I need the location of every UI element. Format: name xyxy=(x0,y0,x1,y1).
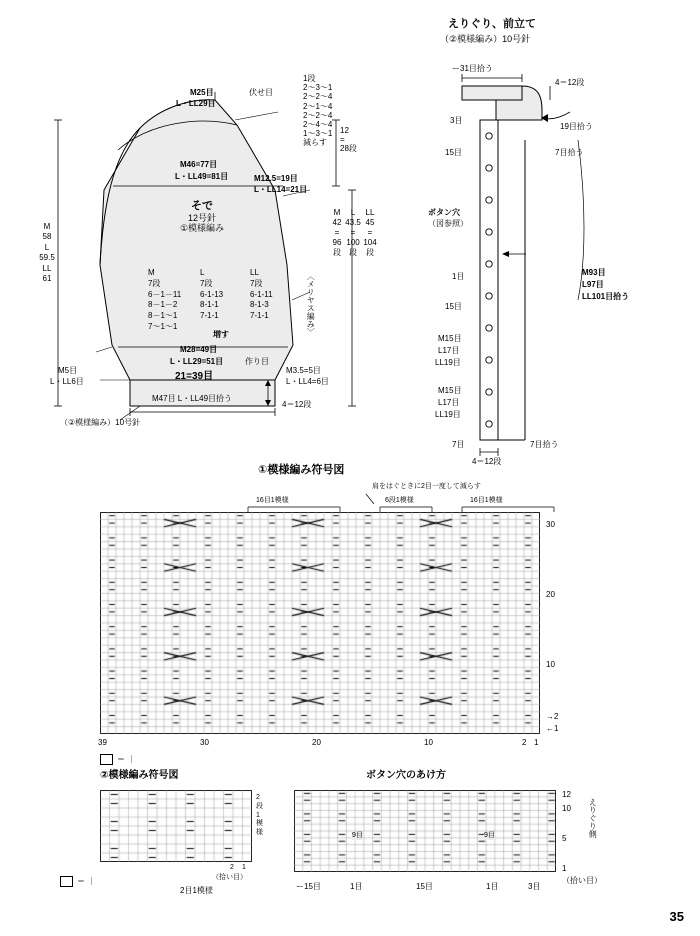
dec-h-1: L xyxy=(200,268,205,277)
c1-rl-1: ←1 xyxy=(546,724,559,733)
sleeve-m35-label: M3.5=5目 xyxy=(286,366,321,375)
c1-bl-10: 10 xyxy=(424,738,433,747)
rm-9: 96 xyxy=(332,238,342,247)
buttonhole-side-note: えりぐり側 xyxy=(588,798,598,838)
sleeve-m25-label: M25目 xyxy=(190,88,214,97)
rm-13: 段 xyxy=(349,248,357,257)
sleeve-left-measure xyxy=(38,222,56,284)
lm-3: 59.5 xyxy=(39,253,55,263)
neck-15me-mid-label: 15目 xyxy=(445,302,462,311)
sleeve-lll6-label: L・LL6目 xyxy=(50,377,84,386)
chart2-symbols xyxy=(100,790,252,862)
chart1-note-16left: 16目1模様 xyxy=(256,497,289,504)
chart1-key-text: ＝ ｜ xyxy=(117,755,136,764)
neck-pick7-label: 7目拾う xyxy=(555,148,584,157)
page-number: 35 xyxy=(669,909,684,924)
dec-r2-c0: 8－1－2 xyxy=(148,300,178,310)
neck-buttonhole-label-2: （図参照） xyxy=(428,219,468,228)
bh-bl-0: ー15目 xyxy=(296,882,321,891)
chart2-title: ②模様編み符号図 xyxy=(100,770,179,781)
chart1-note-6rows: 6段1模様 xyxy=(385,497,414,504)
neck-15me-top-label: 15目 xyxy=(445,148,462,157)
sleeve-diagram xyxy=(0,0,377,460)
cap-dec-4: 2～2～4 xyxy=(303,110,333,120)
c2-rl-1: 段 xyxy=(256,802,263,810)
neck-pick19-label: 19目拾う xyxy=(560,122,593,131)
sleeve-right-measure xyxy=(330,208,378,258)
cap-dec-6: 1～3～1 xyxy=(303,129,333,139)
chart2-right-labels xyxy=(256,794,263,838)
cap-dec-1: 2～3～1 xyxy=(303,83,333,93)
c1-rl-20: 20 xyxy=(546,590,555,599)
dec-r1-c0: 6－1－11 xyxy=(148,289,182,299)
lm-2: L xyxy=(44,242,50,252)
neck-subtitle: （②模様編み）10号針 xyxy=(440,34,531,44)
sleeve-side-note: 〈メリヤス編み〉 xyxy=(306,272,316,336)
buttonhole-symbols xyxy=(294,790,556,872)
c1-rl-30: 30 xyxy=(546,520,555,529)
bh-rl-pickup: （拾い目） xyxy=(562,876,602,885)
neck-group1-1: L17目 xyxy=(438,346,460,355)
rm-1: L xyxy=(350,208,356,217)
buttonhole-chart-block xyxy=(288,770,668,910)
sleeve-m46-label: M46=77目 xyxy=(180,160,218,169)
sleeve-lll14-label: L・LL14=21目 xyxy=(254,185,308,194)
neck-rows-4-12-label: 4＝12段 xyxy=(555,78,585,87)
chart1-title: ①模様編み符号図 xyxy=(258,464,345,476)
c2-bl-1: 1 xyxy=(242,864,246,871)
sleeve-bottom-note: （②模様編み）10号針 xyxy=(60,418,141,427)
bh-bl-4: 3目 xyxy=(528,882,541,891)
lm-0: M xyxy=(43,222,51,231)
rm-14: 段 xyxy=(366,248,374,257)
neck-pick31-label: ー31目拾う xyxy=(452,64,493,73)
sleeve-m125-label: M12.5=19目 xyxy=(254,174,298,183)
dec-r0-c0: 7段 xyxy=(148,278,161,288)
c1-rl-10: 10 xyxy=(546,660,555,669)
dec-r3-c2: 7-1-1 xyxy=(250,311,269,321)
cap-dec-3: 2～1～4 xyxy=(303,101,333,111)
chart2-block xyxy=(52,770,282,910)
sleeve-lll49-label: L・LL49=81目 xyxy=(175,172,229,181)
chart1-key xyxy=(100,754,135,765)
rm-2: LL xyxy=(365,208,375,217)
dec-r3-c0: 8－1～1 xyxy=(148,311,178,321)
rm-12: 段 xyxy=(333,248,341,257)
cap-height-28: 28段 xyxy=(340,144,357,154)
chart2-key-text: ＝ ｜ xyxy=(77,877,96,886)
cap-dec-7: 減らす xyxy=(303,138,327,148)
sleeve-m5-label: M5目 xyxy=(58,366,78,375)
neck-ll101-label: LL101目拾う xyxy=(582,292,630,301)
dec-r0-c2: 7段 xyxy=(250,278,263,288)
c2-rl-4: 様 xyxy=(256,829,263,836)
cap-dec-5: 2～4～4 xyxy=(303,119,333,129)
neck-pick7-bottom-label: 7目拾う xyxy=(530,440,559,449)
cap-height-12: 12 xyxy=(340,126,349,135)
sleeve-bindoff-label: 伏せ目 xyxy=(249,88,273,97)
neck-group1-2: LL19目 xyxy=(435,358,461,367)
bh-rl-12: 12 xyxy=(562,790,571,799)
lm-5: 61 xyxy=(42,273,52,283)
sleeve-cuff-width-label: 21=39目 xyxy=(175,371,214,382)
cap-dec-0: 1段 xyxy=(303,74,316,83)
chart2-key xyxy=(60,876,95,887)
sleeve-m47-label: M47目 L・LL49目拾う xyxy=(152,394,233,403)
bh-inner-9me-left: 9目 xyxy=(352,832,363,839)
c2-rl-2: 1 xyxy=(256,811,260,819)
neck-l97-label: L97目 xyxy=(582,280,604,289)
sleeve-m28-label: M28=49目 xyxy=(180,345,218,354)
dec-r2-c1: 8-1-1 xyxy=(200,300,219,310)
lm-4: LL xyxy=(42,263,52,273)
neck-bottom-rows-label: 4＝12段 xyxy=(472,457,502,466)
c1-bl-1: 1 xyxy=(534,738,539,747)
sleeve-cap-decrease-list xyxy=(303,74,332,148)
chart1-symbols xyxy=(100,512,540,734)
dec-r1-c2: 6-1-11 xyxy=(250,289,273,299)
c2-rl-3: 模 xyxy=(256,820,263,828)
neck-buttonhole-label-1: ボタン穴 xyxy=(428,208,460,217)
buttonhole-title: ボタン穴のあけ方 xyxy=(366,770,446,781)
rm-5: 45 xyxy=(365,218,375,227)
neck-title: えりぐり、前立て xyxy=(448,18,536,30)
sleeve-title-block xyxy=(162,200,242,233)
neck-band-diagram xyxy=(400,0,700,470)
c1-rl-2: →2 xyxy=(546,712,559,721)
rm-11: 104 xyxy=(363,238,377,247)
dec-r4-c2 xyxy=(250,322,298,333)
sleeve-needle: 12号針 xyxy=(187,212,216,223)
sleeve-caston-label: 作り目 xyxy=(245,357,269,366)
c1-bl-2: 2 xyxy=(522,738,527,747)
bh-rl-10: 10 xyxy=(562,804,571,813)
c1-bl-30: 30 xyxy=(200,738,209,747)
sleeve-decrease-table xyxy=(148,268,298,333)
neck-m93-label: M93目 xyxy=(582,268,606,277)
c1-bl-20: 20 xyxy=(312,738,321,747)
bh-rl-5: 5 xyxy=(562,834,567,843)
key-box-icon xyxy=(100,754,113,765)
dec-r3-c1: 7-1-1 xyxy=(200,311,219,321)
bh-bl-2: 15目 xyxy=(416,882,433,891)
cap-height-eq: = xyxy=(340,135,345,145)
rm-0: M xyxy=(333,208,341,217)
sleeve-lll4-label: L・LL4=6目 xyxy=(286,377,329,386)
sleeve-title: そで xyxy=(191,200,213,212)
rm-8: = xyxy=(367,228,373,237)
neck-group2-0: M15目 xyxy=(438,386,462,395)
cap-dec-2: 2～2～4 xyxy=(303,92,333,102)
neck-group2-1: L17目 xyxy=(438,398,460,407)
neck-group2-2: LL19目 xyxy=(435,410,461,419)
rm-4: 43.5 xyxy=(345,218,361,227)
neck-7me-label: 7目 xyxy=(452,440,465,449)
rm-3: 42 xyxy=(332,218,342,227)
key-box-icon-2 xyxy=(60,876,73,887)
chart1-note-16right: 16目1模様 xyxy=(470,497,503,504)
dec-h-0: M xyxy=(148,268,155,277)
dec-h-2: LL xyxy=(250,268,259,277)
sleeve-pattern: ①模様編み xyxy=(179,222,225,233)
chart1-right-labels xyxy=(546,512,576,734)
c2-bl-pickup: （拾い目） xyxy=(212,874,247,881)
sleeve-increase-label: 増す xyxy=(213,330,229,339)
dec-r4-c0: 7～1～1 xyxy=(148,321,178,331)
sleeve-lll29-cast-label: L・LL29=51目 xyxy=(170,357,224,366)
c2-rl-0: 2 xyxy=(256,794,260,801)
sleeve-cap-height-measure xyxy=(340,126,357,154)
bh-bl-1: 1目 xyxy=(350,882,363,891)
c1-bl-39: 39 xyxy=(98,738,107,747)
sleeve-lll29-label: L・LL29目 xyxy=(176,99,216,108)
neck-group1-0: M15目 xyxy=(438,334,462,343)
rm-7: = xyxy=(350,228,356,237)
bh-rl-1: 1 xyxy=(562,864,567,873)
c2-bl-2: 2 xyxy=(230,864,234,871)
sleeve-cuff-rows-label: 4＝12段 xyxy=(282,400,312,409)
chart1-note-shoulder: 肩をはぐときに2目一度して減らす xyxy=(372,483,481,490)
chart1-block xyxy=(0,462,700,762)
chart2-footer: 2目1模様 xyxy=(180,886,213,895)
lm-1: 58 xyxy=(42,232,52,242)
dec-r0-c1: 7段 xyxy=(200,278,213,288)
bh-bl-3: 1目 xyxy=(486,882,499,891)
rm-10: 100 xyxy=(346,238,360,247)
dec-r1-c1: 6-1-13 xyxy=(200,289,224,299)
rm-6: = xyxy=(334,228,340,237)
bh-inner-9me-right: 9目 xyxy=(484,832,495,839)
neck-3me-label: 3目 xyxy=(450,116,463,125)
neck-1me-label: 1目 xyxy=(452,272,465,281)
dec-r2-c2: 8-1-3 xyxy=(250,300,269,310)
